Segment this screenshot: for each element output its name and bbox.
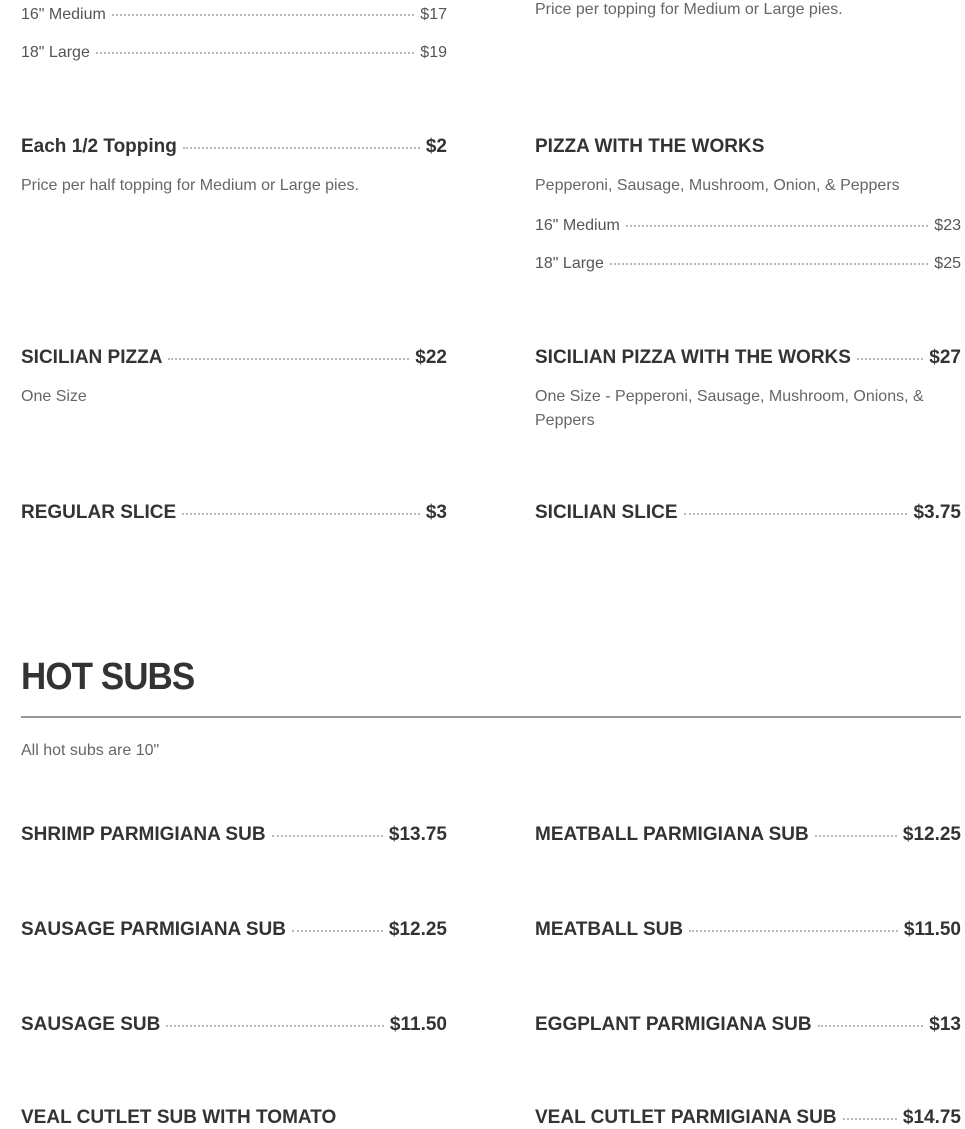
- item-description: One Size: [21, 388, 87, 405]
- item-price: $11.50: [903, 919, 961, 940]
- dot-leader: [818, 1025, 924, 1027]
- dot-leader: [610, 263, 928, 265]
- item-name: MEATBALL SUB: [535, 919, 684, 940]
- dot-leader: [843, 1118, 897, 1120]
- menu-item-sub: [21, 1014, 447, 1036]
- size-label: 18" Large: [21, 44, 90, 61]
- dot-leader: [96, 52, 414, 54]
- dot-leader: [626, 225, 928, 227]
- dot-leader: [684, 513, 908, 515]
- item-price: $22: [415, 347, 447, 368]
- dot-leader: [183, 147, 420, 149]
- menu-size-row: [21, 44, 447, 62]
- item-description: Price per half topping for Medium or Large pies.: [21, 177, 359, 194]
- menu-item-sub: [21, 1107, 447, 1129]
- menu-item-sub: [21, 824, 447, 846]
- item-name: REGULAR SLICE: [21, 502, 177, 523]
- item-name: MEATBALL PARMIGIANA SUB: [535, 824, 809, 845]
- size-price: $25: [934, 255, 961, 272]
- item-price: $13: [929, 1014, 961, 1035]
- dot-leader: [112, 14, 414, 16]
- menu-item-half-topping: [21, 136, 447, 158]
- item-price: $12.25: [902, 824, 961, 845]
- section-title: HOT SUBS: [21, 656, 195, 698]
- menu-item-sicilian-slice: [535, 502, 961, 524]
- item-price: $3.75: [913, 502, 961, 523]
- menu-item-sicilian-works: [535, 347, 961, 369]
- menu-item-sub: [535, 1014, 961, 1036]
- item-price: $11.50: [389, 1014, 447, 1035]
- dot-leader: [168, 358, 409, 360]
- menu-item-pizza-works: PIZZA WITH THE WORKS: [535, 136, 765, 157]
- menu-item-sub: [535, 919, 961, 941]
- menu-size-row: [21, 6, 447, 24]
- size-label: 16" Medium: [535, 217, 620, 234]
- item-name: SHRIMP PARMIGIANA SUB: [21, 824, 266, 845]
- item-price: $14.75: [902, 1107, 961, 1128]
- section-divider: [21, 716, 961, 718]
- size-label: 16" Medium: [21, 6, 106, 23]
- item-price: $3: [425, 502, 447, 523]
- item-name: EGGPLANT PARMIGIANA SUB: [535, 1014, 812, 1035]
- item-description: One Size - Pepperoni, Sausage, Mushroom, Onions, & Peppers: [535, 388, 924, 429]
- item-name: VEAL CUTLET SUB WITH TOMATO: [21, 1107, 337, 1128]
- item-name: SAUSAGE PARMIGIANA SUB: [21, 919, 286, 940]
- menu-item-sub: [535, 824, 961, 846]
- item-name: SICILIAN PIZZA WITH THE WORKS: [535, 347, 851, 368]
- item-name: SICILIAN PIZZA: [21, 347, 163, 368]
- size-price: $23: [934, 217, 961, 234]
- size-price: $19: [420, 44, 447, 61]
- menu-item-sicilian-pizza: [21, 347, 447, 369]
- item-name: SICILIAN SLICE: [535, 502, 678, 523]
- dot-leader: [815, 835, 897, 837]
- menu-size-row: [535, 255, 961, 273]
- item-price: $27: [929, 347, 961, 368]
- dot-leader: [857, 358, 923, 360]
- menu-item-sub: [535, 1107, 961, 1129]
- item-price: $12.25: [388, 919, 447, 940]
- item-price: $2: [425, 136, 447, 157]
- dot-leader: [166, 1025, 384, 1027]
- topping-description: Price per topping for Medium or Large pies.: [535, 1, 843, 18]
- menu-size-row: [535, 217, 961, 235]
- item-name: VEAL CUTLET PARMIGIANA SUB: [535, 1107, 837, 1128]
- item-name: Each 1/2 Topping: [21, 136, 177, 157]
- size-price: $17: [420, 6, 447, 23]
- item-description: Pepperoni, Sausage, Mushroom, Onion, & Peppers: [535, 177, 900, 194]
- dot-leader: [689, 930, 898, 932]
- section-note: All hot subs are 10": [21, 742, 160, 759]
- menu-item-sub: [21, 919, 447, 941]
- size-label: 18" Large: [535, 255, 604, 272]
- dot-leader: [272, 835, 383, 837]
- item-name: SAUSAGE SUB: [21, 1014, 161, 1035]
- item-price: $13.75: [388, 824, 447, 845]
- dot-leader: [182, 513, 420, 515]
- menu-item-regular-slice: [21, 502, 447, 524]
- dot-leader: [292, 930, 383, 932]
